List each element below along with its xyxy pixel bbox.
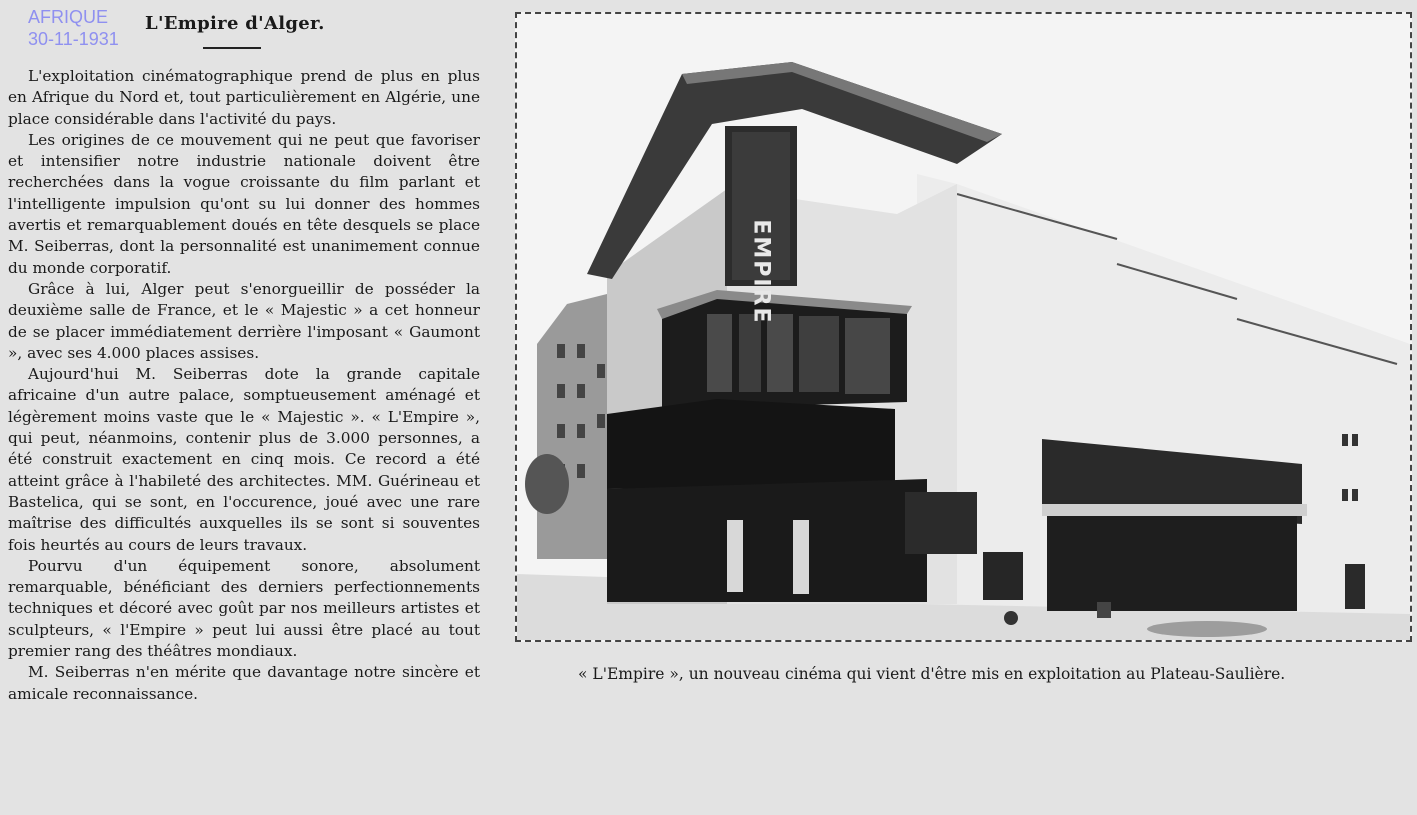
cinema-building-illustration bbox=[517, 14, 1410, 640]
article-paragraph: Les origines de ce mouvement qui ne peut que favoriser et intensifier notre industrie nationale doivent être recherchées dans la vogue croissante du film parlant et l'intelligente impulsion qu'ont su lui donner des hommes avertis et remarquablement doués en tête desquels se place M. Seiberras, dont la personnalité est unanimement connue du monde corporatif. bbox=[8, 130, 480, 277]
article-paragraph: Aujourd'hui M. Seiberras dote la grande capitale africaine d'un autre palace, somptueusement aménagé et légèrement moins vaste que le « Majestic ». « L'Empire », qui peut, néanmoins, contenir plus de 3.000 personnes, a été construit exactement en cinq mois. Ce record a été atteint grâce à l'habileté des architectes. MM. Guérineau et Bastelica, qui se sont, en l'occurence, joué avec une rare maîtrise des difficultés auxquelles ils se sont si souventes fois heurtés au cours de leurs travaux. bbox=[8, 365, 480, 554]
photo-caption: « L'Empire », un nouveau cinéma qui vient d'être mis en exploitation au Plateau-Saulière. bbox=[578, 665, 1286, 683]
article-paragraph: L'exploitation cinématographique prend de plus en plus en Afrique du Nord et, tout particulièrement en Algérie, une place considérable dans l'activité du pays. bbox=[8, 67, 480, 128]
stamp-date: 30-11-1931 bbox=[28, 29, 119, 49]
title-divider bbox=[203, 47, 261, 49]
article-body bbox=[8, 66, 480, 705]
cinema-photo bbox=[515, 12, 1412, 642]
cinema-sign-text: EMPIRE bbox=[748, 219, 774, 325]
stamp-source: AFRIQUE bbox=[28, 7, 109, 27]
article-paragraph: Pourvu d'un équipement sonore, absolument remarquable, bénéficiant des derniers perfectionnements techniques et décoré avec goût par nos meilleurs artistes et sculpteurs, « l'Empire » peut lui aussi être placé au tout premier rang des théâtres mondiaux. bbox=[8, 556, 480, 661]
article-paragraph: Grâce à lui, Alger peut s'enorgueillir de posséder la deuxième salle de France, et le « Majestic » a cet honneur de se placer immédiatement derrière l'imposant « Gaumont », avec ses 4.000 places assises. bbox=[8, 279, 480, 362]
article-title: L'Empire d'Alger. bbox=[145, 13, 325, 34]
article-paragraph: M. Seiberras n'en mérite que davantage notre sincère et amicale reconnaissance. bbox=[8, 663, 480, 703]
archive-stamp bbox=[28, 6, 119, 50]
